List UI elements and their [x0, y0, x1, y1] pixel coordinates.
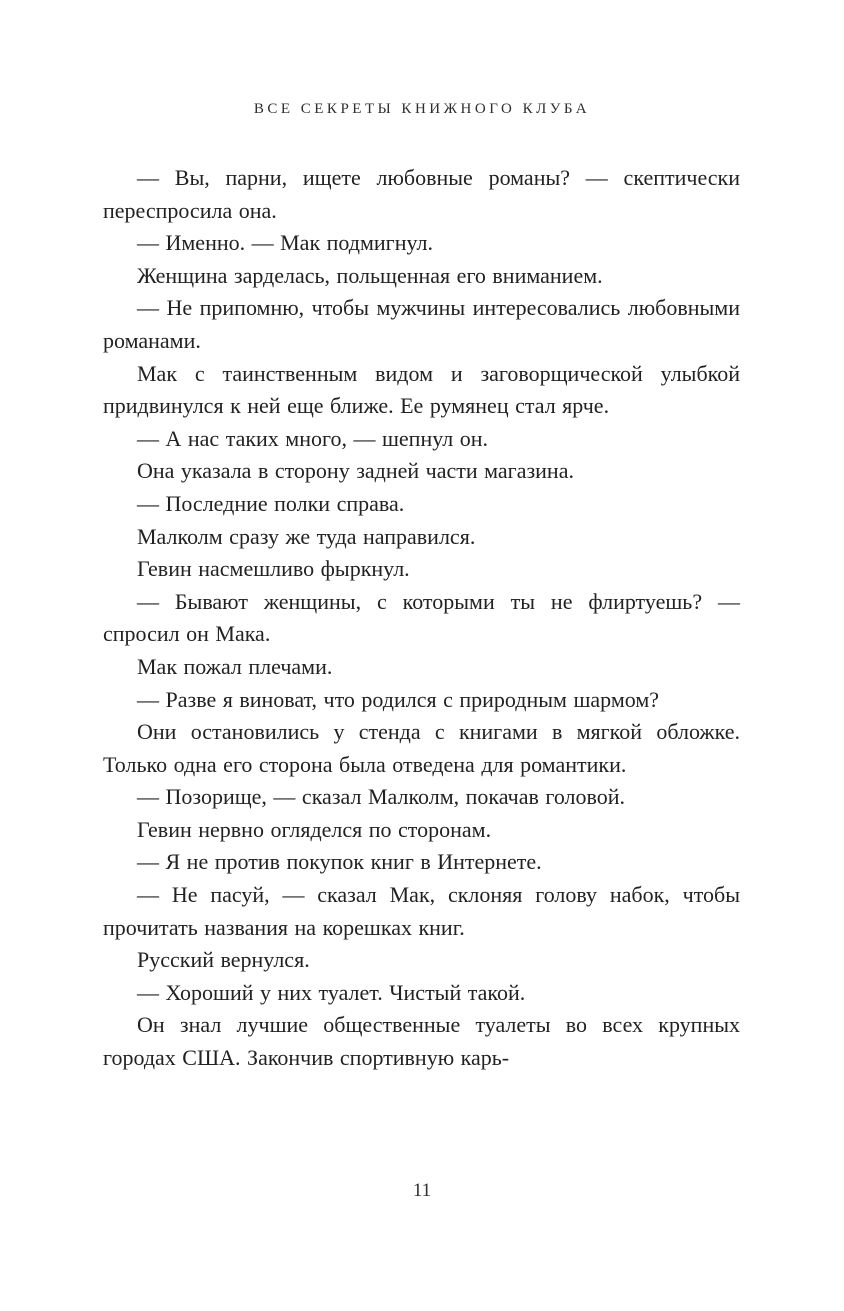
- paragraph: — Разве я виноват, что родился с природным шармом?: [137, 686, 660, 712]
- paragraph: Он знал лучшие общественные туалеты во всех крупных городах США. Закончив спортивную карь-: [103, 1012, 740, 1071]
- paragraph: Гевин нервно огляделся по сторонам.: [137, 816, 492, 842]
- body-text: [103, 162, 740, 1075]
- paragraph: Они остановились у стенда с книгами в мягкой обложке. Только одна его сторона была отведена для романтики.: [103, 719, 740, 777]
- paragraph: — Позорище, — сказал Малколм, покачав головой.: [137, 784, 626, 810]
- paragraph: — Именно. — Мак подмигнул.: [137, 230, 433, 256]
- paragraph: — Вы, парни, ищете любовные романы? — скептически переспросила она.: [103, 165, 740, 223]
- paragraph: Мак пожал плечами.: [137, 653, 333, 679]
- paragraph: — Не пасуй, — сказал Мак, склоняя голову набок, чтобы прочитать названия на корешках книг.: [103, 882, 740, 940]
- paragraph: Мак с таинственным видом и заговорщической улыбкой придвинулся к ней еще ближе. Ее румянец стал ярче.: [103, 360, 740, 419]
- paragraph: — А нас таких много, — шепнул он.: [137, 425, 489, 451]
- paragraph: — Последние полки справа.: [137, 490, 405, 516]
- paragraph: — Не припомню, чтобы мужчины интересовались любовными романами.: [103, 295, 740, 353]
- page-number: 11: [412, 1180, 432, 1201]
- paragraph: — Я не против покупок книг в Интернете.: [137, 849, 542, 875]
- paragraph: Малколм сразу же туда направился.: [137, 523, 476, 549]
- running-title: ВСЕ СЕКРЕТЫ КНИЖНОГО КЛУБА: [253, 101, 591, 117]
- paragraph: Она указала в сторону задней части магазина.: [137, 458, 574, 484]
- paragraph: — Хороший у них туалет. Чистый такой.: [137, 979, 526, 1005]
- paragraph: Гевин насмешливо фыркнул.: [137, 556, 410, 582]
- paragraph: Русский вернулся.: [137, 947, 310, 973]
- paragraph: — Бывают женщины, с которыми ты не флиртуешь? — спросил он Мака.: [103, 588, 740, 647]
- paragraph: Женщина зарделась, польщенная его вниманием.: [137, 262, 603, 288]
